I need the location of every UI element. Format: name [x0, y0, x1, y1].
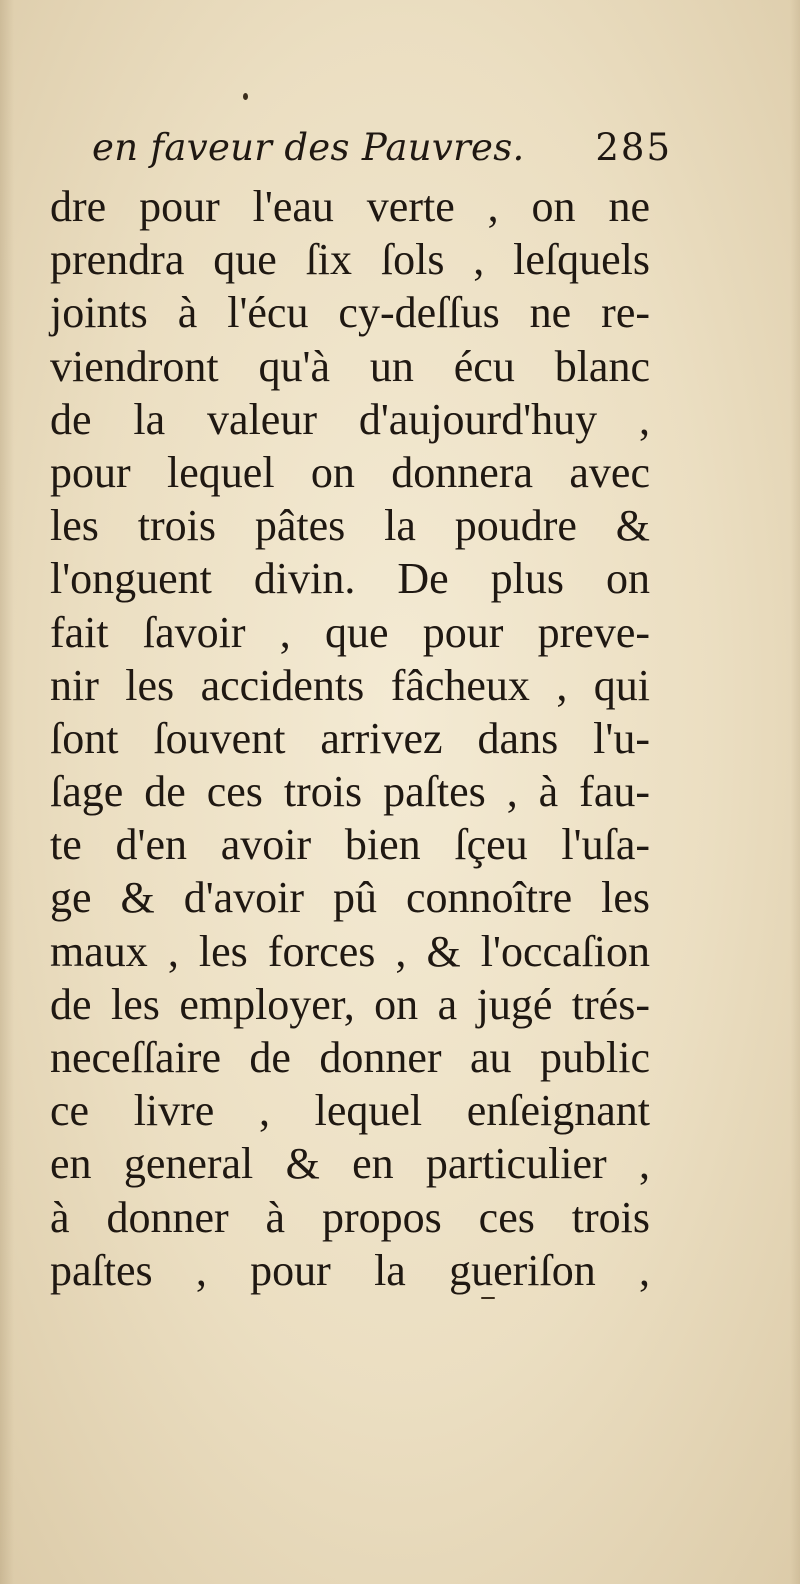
text-line: les trois pâtes la poudre &	[50, 501, 650, 551]
text-line: de les employer, on a jugé trés-	[50, 979, 650, 1029]
page-edge-shadow-right	[790, 0, 800, 1584]
text-line: te d'en avoir bien ſçeu l'uſa-	[50, 820, 650, 870]
text-line: fait ſavoir , que pour preve-	[50, 607, 650, 657]
body-text	[50, 180, 650, 1297]
text-line: joints à l'écu cy-deſſus ne re-	[50, 288, 650, 338]
text-line: à donner à propos ces trois	[50, 1192, 650, 1242]
page-edge-shadow-left	[0, 0, 14, 1584]
text-line: dre pour l'eau verte , on ne	[50, 182, 650, 231]
text-line: ſage de ces trois paſtes , à fau-	[50, 767, 650, 817]
ink-speck	[243, 93, 248, 100]
text-line: en general & en particulier ,	[50, 1139, 650, 1189]
running-title: en faveur des Pauvres.	[92, 126, 525, 169]
text-line: viendront qu'à un écu blanc	[50, 341, 650, 391]
running-head	[92, 124, 672, 176]
text-line: neceſſaire de donner au public	[50, 1033, 650, 1082]
text-line: prendra que ſix ſols , leſquels	[50, 235, 650, 285]
text-line: de la valeur d'aujourd'huy ,	[50, 394, 650, 444]
text-line: maux , les forces , & l'occaſion	[50, 926, 650, 976]
text-line: pour lequel on donnera avec	[50, 447, 650, 497]
text-line: ce livre , lequel enſeignant	[50, 1086, 650, 1136]
text-line: paſtes , pour la gueriſon ,	[50, 1245, 650, 1295]
page-number: 285	[595, 126, 672, 169]
ink-speck	[481, 1297, 495, 1299]
text-line: ſont ſouvent arrivez dans l'u-	[50, 713, 650, 763]
text-line: ge & d'avoir pû connoître les	[50, 873, 650, 923]
text-line: l'onguent divin. De plus on	[50, 554, 650, 604]
text-line: nir les accidents fâcheux , qui	[50, 660, 650, 710]
